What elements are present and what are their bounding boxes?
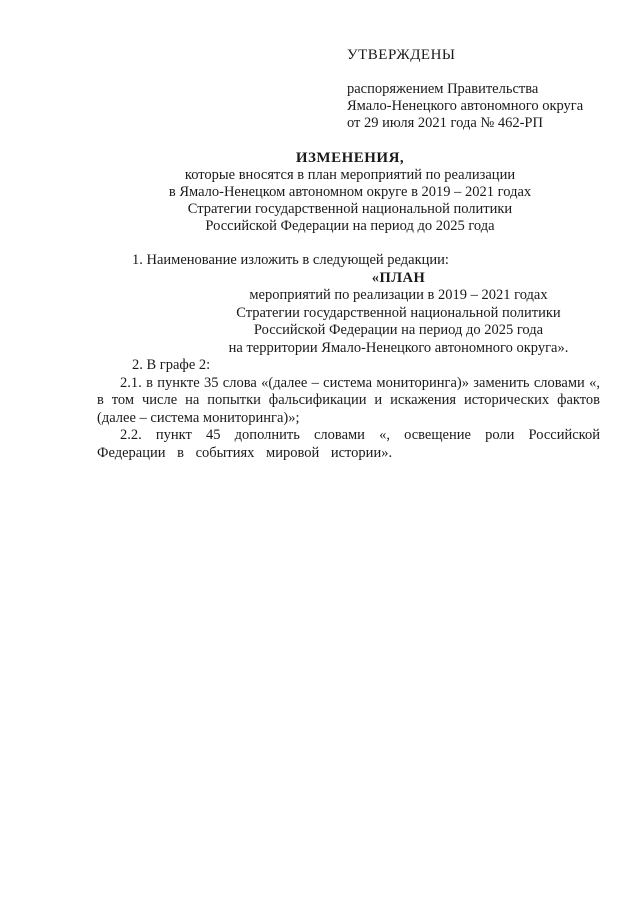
item-2-1: 2.1. в пункте 35 слова «(далее – система мониторинга)» заменить словами «, в том числе на попытки фальсификации и искажения исторических фактов (далее – система мониторинга)»; <box>97 374 600 426</box>
document-body <box>97 252 600 462</box>
item-1: 1. Наименование изложить в следующей редакции: <box>132 252 449 268</box>
plan-title: «ПЛАН <box>371 269 426 286</box>
approval-line-1: распоряжением Правительства <box>347 81 539 97</box>
title-line-3: Стратегии государственной национальной политики <box>187 201 513 217</box>
item-2-2: 2.2. пункт 45 дополнить словами «, освещение роли Российской Федерации в событиях мировой истории». <box>97 427 600 461</box>
document-title <box>0 150 640 235</box>
item-2: 2. В графе 2: <box>132 357 211 373</box>
plan-line-2: Стратегии государственной национальной политики <box>236 304 561 321</box>
plan-line-3: Российской Федерации на период до 2025 года <box>253 322 544 338</box>
approval-line-2: Ямало-Ненецкого автономного округа <box>347 98 584 114</box>
title-line-1: которые вносятся в план мероприятий по реализации <box>184 167 516 183</box>
approved-label: УТВЕРЖДЕНЫ <box>347 47 456 63</box>
approval-line-3: от 29 июля 2021 года № 462-РП <box>347 115 543 131</box>
title-heading: ИЗМЕНЕНИЯ, <box>295 150 405 166</box>
title-line-2: в Ямало-Ненецком автономном округе в 2019 – 2021 годах <box>168 184 532 200</box>
approval-stamp <box>347 47 627 132</box>
plan-line-1: мероприятий по реализации в 2019 – 2021 годах <box>249 287 548 303</box>
plan-quote <box>97 270 640 358</box>
title-line-4: Российской Федерации на период до 2025 года <box>205 218 495 234</box>
plan-line-4: на территории Ямало-Ненецкого автономного округа». <box>228 339 569 356</box>
